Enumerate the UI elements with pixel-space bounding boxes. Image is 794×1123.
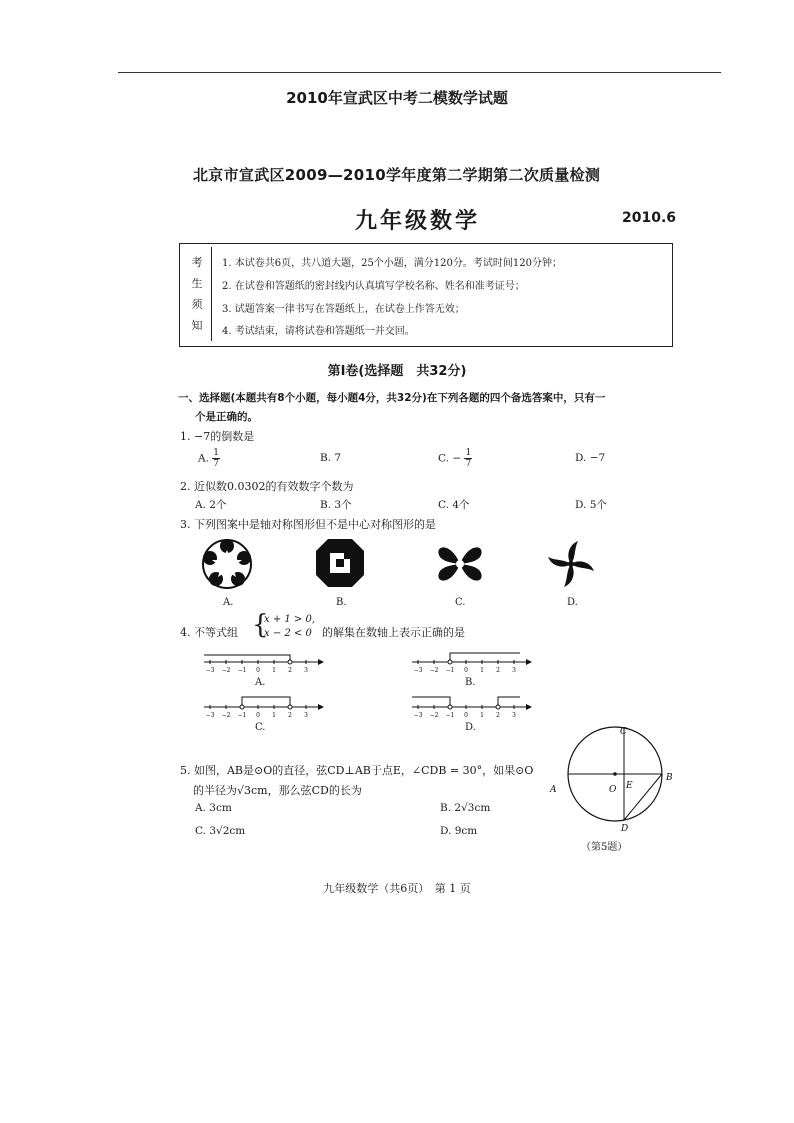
tick-label: 2 xyxy=(288,667,292,674)
q3-stem: 3. 下列图案中是轴对称图形但不是中心对称图形的是 xyxy=(180,518,436,531)
q4-brace: { xyxy=(252,610,269,640)
q1-option-a xyxy=(198,448,220,469)
tick-label: 3 xyxy=(512,712,516,719)
q2-option-b: B. 3个 xyxy=(320,499,352,511)
q5-figure-caption: （第5题） xyxy=(581,842,628,853)
q5-option-a: A. 3cm xyxy=(195,802,232,814)
q4-number-line-a xyxy=(200,650,325,676)
q3-label-c: C. xyxy=(455,597,466,608)
tick-label: −3 xyxy=(413,712,423,719)
tick-label: −1 xyxy=(445,667,455,674)
q1-option-c-fraction xyxy=(464,448,472,469)
notice-side-char: 考 xyxy=(191,256,203,269)
q2-option-a: A. 2个 xyxy=(195,499,227,511)
q4-label-c: C. xyxy=(255,722,266,733)
q4-stem-prefix: 4. 不等式组 xyxy=(180,626,238,639)
notice-side-char: 生 xyxy=(191,277,203,290)
tick-label: −2 xyxy=(429,667,439,674)
tick-label: 0 xyxy=(464,712,468,719)
tick-label: −1 xyxy=(445,712,455,719)
tick-label: 1 xyxy=(480,667,484,674)
q3-label-b: B. xyxy=(336,597,347,608)
tick-label: 0 xyxy=(256,712,260,719)
tick-label: 1 xyxy=(272,712,276,719)
tick-label: 1 xyxy=(272,667,276,674)
q5-geometry-figure xyxy=(540,722,680,834)
q1-option-c-prefix: C. − xyxy=(438,452,462,465)
notice-item: 3. 试题答案一律书写在答题纸上，在试卷上作答无效； xyxy=(222,304,465,315)
notice-item: 1. 本试卷共6页，共八道大题，25个小题，满分120分。考试时间120分钟； xyxy=(222,258,562,269)
fraction-denominator: 7 xyxy=(465,459,472,469)
tick-label: 3 xyxy=(304,667,308,674)
q1-stem: 1. −7的倒数是 xyxy=(180,430,255,443)
point-label-b: B xyxy=(666,773,673,783)
header-rule xyxy=(118,72,721,73)
q3-figure-a xyxy=(199,536,255,592)
fraction-numerator: 1 xyxy=(465,448,472,458)
q5-stem-line1: 5. 如图，AB是⊙O的直径，弦CD⊥AB于点E，∠CDB = 30°，如果⊙O xyxy=(180,764,534,777)
point-label-c: C xyxy=(620,727,627,737)
tick-label: −3 xyxy=(413,667,423,674)
exam-date: 2010.6 xyxy=(622,210,677,226)
page-footer: 九年级数学（共6页） 第 1 页 xyxy=(323,882,471,895)
q2-stem: 2. 近似数0.0302的有效数字个数为 xyxy=(180,480,354,493)
part-title: 第Ⅰ卷(选择题 共32分) xyxy=(327,364,467,379)
q1-option-a-prefix: A. xyxy=(198,452,209,465)
q5-stem-line2: 的半径为√3cm，那么弦CD的长为 xyxy=(193,784,362,797)
tick-label: −3 xyxy=(205,667,215,674)
tick-label: 1 xyxy=(480,712,484,719)
q4-inequality-1: x + 1 > 0, xyxy=(264,614,316,625)
q4-number-line-c xyxy=(200,693,325,719)
q2-option-d: D. 5个 xyxy=(575,499,607,511)
q4-label-a: A. xyxy=(255,677,266,688)
tick-label: 2 xyxy=(288,712,292,719)
q3-figure-d xyxy=(544,537,598,591)
point-label-a: A xyxy=(550,785,557,795)
q1-option-c xyxy=(438,448,472,469)
tick-label: −1 xyxy=(237,712,247,719)
q4-inequality-2: x − 2 < 0 xyxy=(264,628,312,639)
notice-side-char: 须 xyxy=(191,298,203,311)
document-title: 2010年宣武区中考二模数学试题 xyxy=(286,89,508,107)
point-label-d: D xyxy=(621,824,629,834)
tick-label: 2 xyxy=(496,712,500,719)
tick-label: −2 xyxy=(429,712,439,719)
q3-label-d: D. xyxy=(567,597,578,608)
tick-label: 0 xyxy=(256,667,260,674)
q3-figure-c xyxy=(433,537,487,591)
section-instruction-line1: 一、选择题(本题共有8个小题，每小题4分，共32分)在下列各题的四个备选答案中，只有一 xyxy=(178,392,606,404)
fraction-numerator: 1 xyxy=(213,448,219,458)
q4-label-b: B. xyxy=(465,677,476,688)
q2-option-c: C. 4个 xyxy=(438,499,470,511)
q5-option-b: B. 2√3cm xyxy=(440,802,491,814)
tick-label: 3 xyxy=(304,712,308,719)
tick-label: −2 xyxy=(221,712,231,719)
q5-option-d: D. 9cm xyxy=(440,825,478,837)
q1-option-b: B. 7 xyxy=(320,452,342,464)
point-label-e: E xyxy=(626,781,633,791)
q1-option-a-fraction xyxy=(212,448,220,469)
tick-label: 3 xyxy=(512,667,516,674)
q5-option-c: C. 3√2cm xyxy=(195,825,246,837)
section-instruction-line2: 个是正确的。 xyxy=(195,411,258,423)
notice-side-char: 知 xyxy=(191,319,203,332)
notice-side-label xyxy=(188,252,206,336)
q4-stem-suffix: 的解集在数轴上表示正确的是 xyxy=(322,626,465,639)
exam-title: 北京市宣武区2009—2010学年度第二学期第二次质量检测 xyxy=(193,166,601,184)
tick-label: −3 xyxy=(205,712,215,719)
q3-figure-b xyxy=(314,537,366,589)
tick-label: −2 xyxy=(221,667,231,674)
q3-label-a: A. xyxy=(223,597,234,608)
fraction-denominator: 7 xyxy=(213,459,219,469)
tick-label: 2 xyxy=(496,667,500,674)
q4-number-line-d xyxy=(408,693,533,719)
q4-number-line-b xyxy=(408,650,533,676)
q1-option-d: D. −7 xyxy=(575,452,606,464)
tick-label: 0 xyxy=(464,667,468,674)
notice-item: 2. 在试卷和答题纸的密封线内认真填写学校名称、姓名和准考证号； xyxy=(222,281,525,292)
q4-label-d: D. xyxy=(465,722,476,733)
subject-title: 九年级数学 xyxy=(355,208,481,234)
point-label-o: O xyxy=(609,785,617,795)
notice-divider xyxy=(211,247,212,341)
notice-item: 4. 考试结束，请将试卷和答题纸一并交回。 xyxy=(222,326,415,337)
tick-label: −1 xyxy=(237,667,247,674)
